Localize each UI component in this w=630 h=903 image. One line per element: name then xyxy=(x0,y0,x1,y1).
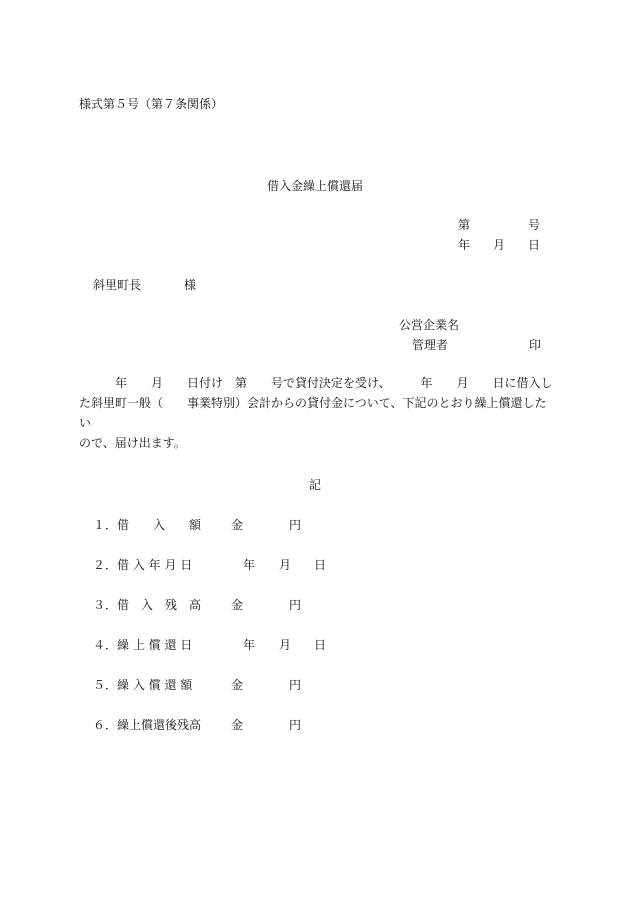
seal-mark: 印 xyxy=(529,338,542,352)
item-label: ２．借 入 年 月 日 xyxy=(93,558,193,572)
item-kin: 金 xyxy=(231,598,244,612)
date-month: 月 xyxy=(492,238,505,252)
item-kin: 金 xyxy=(231,518,244,532)
body-line-3: ので、届け出ます。 xyxy=(79,436,186,450)
item-label: １．借 入 額 xyxy=(93,518,202,532)
item-label: ３．借 入 残 高 xyxy=(93,598,202,612)
addressee xyxy=(93,278,197,292)
item-label: ６．繰上償還後残高 xyxy=(93,718,202,732)
item-kin: 金 xyxy=(231,678,244,692)
reference-number-line xyxy=(458,218,540,232)
addressee-honorific: 様 xyxy=(184,278,197,292)
date-day: 日 xyxy=(527,238,540,252)
item-nen: 年 xyxy=(243,638,256,652)
item-tsuki: 月 xyxy=(279,558,292,572)
body-line-2: た斜里町一般（ 事業特別）会計からの貸付金について、下記のとおり繰上償還したい xyxy=(79,396,547,430)
item-tsuki: 月 xyxy=(279,638,292,652)
item-label: ５．繰 入 償 還 額 xyxy=(93,678,193,692)
item-nen: 年 xyxy=(243,558,256,572)
date-year: 年 xyxy=(458,238,471,252)
item-kin: 金 xyxy=(231,718,244,732)
reference-go: 号 xyxy=(527,218,540,232)
item-yen: 円 xyxy=(289,678,302,692)
body-line-1: 年 月 日付け 第 号で貸付決定を受け、 年 月 日に借入し xyxy=(115,376,553,390)
item-label: ４．繰 上 償 還 日 xyxy=(93,638,193,652)
company-name-label: 公営企業名 xyxy=(399,318,460,332)
addressee-name: 斜里町長 xyxy=(93,278,142,292)
item-yen: 円 xyxy=(289,718,302,732)
item-yen: 円 xyxy=(289,518,302,532)
reference-dai: 第 xyxy=(458,218,471,232)
manager-label: 管理者 xyxy=(412,338,449,352)
item-hi: 日 xyxy=(314,558,327,572)
document-title: 借入金繰上償還届 xyxy=(266,179,363,193)
ki-heading: 記 xyxy=(308,478,321,492)
body-paragraph xyxy=(79,373,554,453)
item-hi: 日 xyxy=(314,638,327,652)
item-yen: 円 xyxy=(289,598,302,612)
submission-date-line xyxy=(458,238,540,252)
form-number: 様式第５号（第７条関係） xyxy=(79,97,224,111)
